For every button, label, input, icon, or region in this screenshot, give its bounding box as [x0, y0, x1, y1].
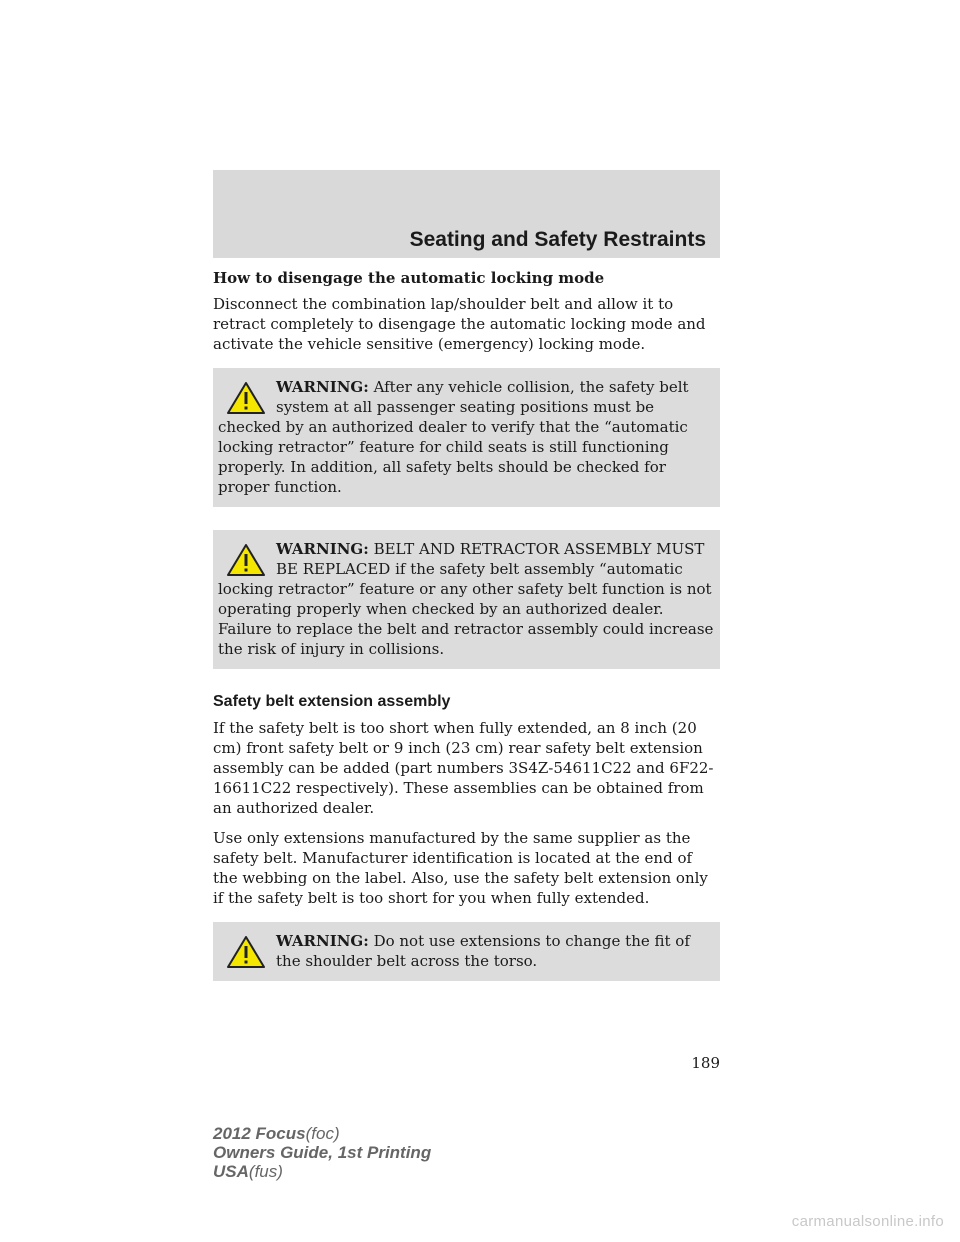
section-header-band [213, 170, 720, 258]
warning-text: Do not use extensions to change the fit of the shoulder belt across the torso. [276, 932, 690, 970]
warning-box-collision [213, 368, 720, 507]
footer-model: 2012 Focus [213, 1124, 306, 1143]
section-title: Seating and Safety Restraints [409, 228, 706, 251]
paragraph-extension-2: Use only extensions manufactured by the same supplier as the safety belt. Manufacturer identification is located at the end of the webbing on the label. Also, use the safety belt extension only if the safety belt is too short for you when fully extended. [213, 829, 708, 907]
warning-label: WARNING: [276, 932, 369, 950]
paragraph-extension-1: If the safety belt is too short when fully extended, an 8 inch (20 cm) front safety belt or 9 inch (23 cm) rear safety belt extension assembly can be added (part numbers 3S4Z-54611C22 and 6F22-16611C22 respectively). These assemblies can be obtained from an authorized dealer. [213, 719, 714, 817]
heading-disengage: How to disengage the automatic locking mode [213, 269, 605, 287]
paragraph-disengage: Disconnect the combination lap/shoulder belt and allow it to retract completely to disengage the automatic locking mode and activate the vehicle sensitive (emergency) locking mode. [213, 295, 706, 353]
footer-model-code: (foc) [305, 1124, 340, 1143]
warning-triangle-icon [226, 381, 266, 415]
warning-box-extension [213, 922, 720, 981]
page-content [213, 268, 720, 1004]
warning-text: BELT AND RETRACTOR ASSEMBLY MUST BE REPLACED if the safety belt assembly “automatic locking retractor” feature or any other safety belt function is not operating properly when checked by an authorized dealer. Failure to replace the belt and retractor assembly could increase the risk of injury in collisions. [218, 540, 714, 658]
warning-box-replace [213, 530, 720, 669]
warning-text: After any vehicle collision, the safety belt system at all passenger seating positions must be checked by an authorized dealer to verify that the “automatic locking retractor” feature for child seats is still functioning properly. In addition, all safety belts should be checked for proper function. [218, 378, 689, 496]
footer-market: USA [213, 1162, 249, 1181]
print-footer [213, 1124, 431, 1181]
warning-triangle-icon [226, 543, 266, 577]
warning-label: WARNING: [276, 540, 369, 558]
footer-market-code: (fus) [248, 1162, 283, 1181]
heading-extension: Safety belt extension assembly [213, 693, 451, 710]
warning-triangle-icon [226, 935, 266, 969]
warning-label: WARNING: [276, 378, 369, 396]
watermark: carmanualsonline.info [791, 1213, 944, 1230]
page-number: 189 [691, 1054, 720, 1072]
footer-printing: Owners Guide, 1st Printing [213, 1143, 432, 1162]
